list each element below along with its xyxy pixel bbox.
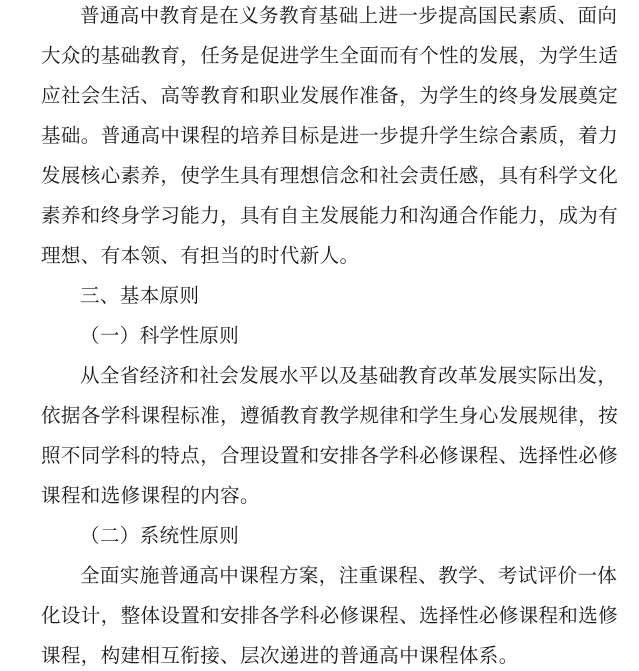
paragraph-1-line-5: 发展核心素养，使学生具有理想信念和社会责任感，具有科学文化 <box>41 164 619 187</box>
subsection-1-line-3: 照不同学科的特点，合理设置和安排各学科必修课程、选择性必修 <box>41 444 619 467</box>
paragraph-1-line-2: 大众的基础教育，任务是促进学生全面而有个性的发展，为学生适 <box>41 44 619 67</box>
subsection-1-line-4: 课程和选修课程的内容。 <box>41 484 260 507</box>
subsection-2-line-1: 全面实施普通高中课程方案，注重课程、教学、考试评价一体 <box>80 564 618 587</box>
subsection-2-heading: （二）系统性原则 <box>80 524 240 547</box>
subsection-1-line-2: 依据各学科课程标准，遵循教育教学规律和学生身心发展规律，按 <box>41 404 619 427</box>
paragraph-1-line-1: 普通高中教育是在义务教育基础上进一步提高国民素质、面向 <box>80 4 618 27</box>
subsection-2-line-2: 化设计，整体设置和安排各学科必修课程、选择性必修课程和选修 <box>41 604 619 627</box>
subsection-1-heading: （一）科学性原则 <box>80 324 240 347</box>
subsection-1-line-1: 从全省经济和社会发展水平以及基础教育改革发展实际出发， <box>80 364 618 387</box>
section-heading: 三、基本原则 <box>80 284 200 307</box>
paragraph-1-line-3: 应社会生活、高等教育和职业发展作准备，为学生的终身发展奠定 <box>41 84 619 107</box>
paragraph-1-line-7: 理想、有本领、有担当的时代新人。 <box>41 244 360 267</box>
paragraph-1-line-6: 素养和终身学习能力，具有自主发展能力和沟通合作能力，成为有 <box>41 204 619 227</box>
paragraph-1-line-4: 基础。普通高中课程的培养目标是进一步提升学生综合素质，着力 <box>41 124 619 147</box>
subsection-2-line-3: 课程，构建相互衔接、层次递进的普通高中课程体系。 <box>41 644 519 667</box>
